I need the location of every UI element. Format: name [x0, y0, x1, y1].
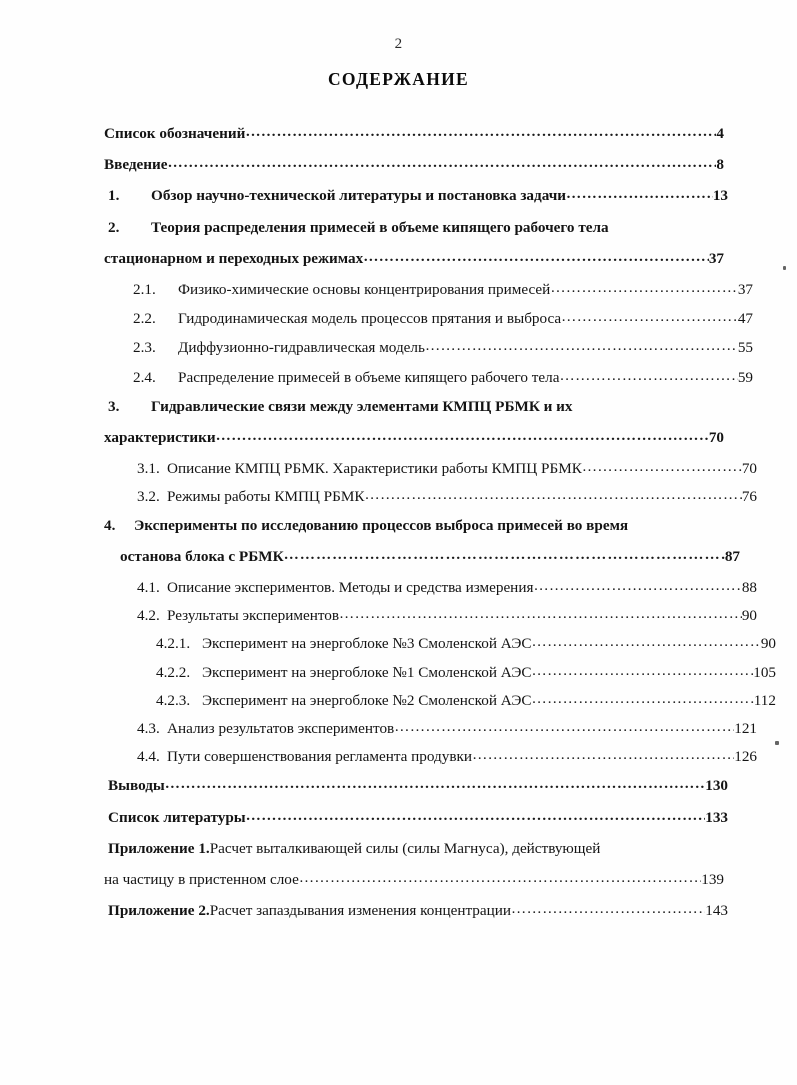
toc-page: 105: [753, 663, 776, 681]
table-of-contents: [104, 125, 776, 934]
toc-number: 2.: [108, 218, 120, 236]
toc-number: 3.1.: [137, 460, 160, 478]
toc-number: 4.: [104, 516, 116, 534]
toc-label: Эксперимент на энергоблоке №2 Смоленской АЭС: [202, 691, 532, 709]
toc-number: 4.3.: [137, 720, 160, 738]
dot-leader: [582, 459, 742, 474]
toc-page: 8: [716, 156, 724, 174]
toc-label: Теория распределения примесей в объеме кипящего рабочего тела: [151, 218, 609, 236]
toc-entry[interactable]: [104, 157, 724, 172]
toc-label-rest: Расчет запаздывания изменения концентрации: [209, 902, 512, 920]
dot-leader: [511, 901, 705, 916]
toc-page: 90: [741, 607, 757, 625]
toc-entry-continuation: [104, 872, 724, 887]
toc-label: Список обозначений: [104, 125, 246, 142]
dot-leader: [394, 719, 734, 734]
dot-leader: [550, 280, 738, 295]
toc-entry-continuation: [104, 547, 740, 565]
dot-leader: [245, 124, 716, 139]
toc-number: 4.1.: [137, 579, 160, 597]
dot-leader: [284, 547, 725, 562]
dot-leader: [363, 249, 709, 264]
toc-label: Введение: [104, 156, 168, 174]
dot-leader: [165, 776, 705, 791]
toc-page: 130: [705, 777, 728, 795]
toc-page: 4: [716, 125, 724, 142]
toc-number: 2.4.: [133, 368, 156, 386]
dot-leader: [532, 691, 754, 706]
toc-label: Гидравлические связи между элементами КМПЦ РБМК и их: [151, 397, 573, 415]
page-number: 2: [394, 36, 403, 52]
scan-speckle-icon: [775, 741, 779, 745]
toc-entry[interactable]: [104, 460, 757, 478]
toc-label: Анализ результатов экспериментов: [167, 720, 395, 738]
toc-entry[interactable]: [104, 518, 724, 533]
toc-page: 76: [741, 488, 757, 506]
toc-page: 70: [741, 460, 757, 478]
dot-leader: [339, 606, 742, 621]
toc-label: Результаты экспериментов: [167, 607, 340, 625]
dot-leader: [566, 186, 713, 201]
dot-leader: [246, 808, 706, 823]
toc-page: 133: [705, 808, 728, 826]
toc-entry[interactable]: [104, 220, 724, 235]
toc-page: 112: [753, 691, 776, 709]
toc-entry[interactable]: [104, 310, 753, 328]
toc-label-continued: останова блока с РБМК: [120, 547, 284, 565]
toc-entry-continuation: [104, 251, 724, 266]
toc-entry[interactable]: [104, 748, 757, 766]
toc-label: Описание КМПЦ РБМК. Характеристики работы КМПЦ РБМК: [167, 460, 582, 478]
toc-page: 70: [708, 429, 724, 447]
toc-page: 143: [705, 902, 728, 920]
toc-label: Приложение 1.: [108, 839, 210, 857]
dot-leader: [216, 428, 709, 443]
toc-page: 47: [737, 310, 753, 328]
toc-label: Пути совершенствования регламента продувки: [167, 748, 473, 766]
toc-entry[interactable]: [104, 635, 776, 653]
toc-label: Описание экспериментов. Методы и средства измерения: [167, 579, 534, 597]
toc-label: Эксперимент на энергоблоке №1 Смоленской АЭС: [202, 663, 532, 681]
toc-number: 4.2.2.: [156, 663, 191, 681]
toc-number: 3.2.: [137, 488, 160, 506]
toc-entry[interactable]: [104, 281, 753, 299]
toc-page: 37: [737, 281, 753, 299]
toc-number: 4.2.: [137, 607, 160, 625]
dot-leader: [425, 338, 738, 353]
toc-label-continued: характеристики: [104, 429, 216, 447]
toc-label: Эксперимент на энергоблоке №3 Смоленской АЭС: [202, 635, 532, 653]
toc-label-rest: Расчет выталкивающей силы (силы Магнуса), действующей: [209, 839, 601, 857]
toc-label: Эксперименты по исследованию процессов выброса примесей во время: [134, 516, 629, 534]
page-title: СОДЕРЖАНИЕ: [327, 69, 469, 89]
toc-page: 88: [741, 579, 757, 597]
toc-entry[interactable]: [104, 187, 728, 205]
toc-page: 126: [734, 748, 757, 766]
toc-entry[interactable]: [104, 126, 724, 141]
dot-leader: [559, 368, 737, 383]
toc-label: Приложение 2.: [108, 902, 210, 920]
toc-entry[interactable]: [104, 777, 728, 795]
toc-number: 2.2.: [133, 310, 156, 328]
toc-entry[interactable]: [104, 663, 776, 681]
scan-speckle-icon: [783, 266, 786, 270]
toc-entry[interactable]: [104, 808, 728, 826]
toc-number: 2.3.: [133, 339, 156, 357]
toc-label: Выводы: [108, 777, 165, 795]
toc-number: 3.: [108, 397, 120, 415]
toc-page: 90: [760, 635, 776, 653]
toc-label: Гидродинамическая модель процессов прятания и выброса: [178, 310, 562, 328]
dot-leader: [532, 634, 761, 649]
toc-number: 4.2.1.: [156, 635, 191, 653]
dot-leader: [299, 870, 701, 885]
dot-leader: [533, 578, 741, 593]
toc-page: 37: [708, 249, 724, 267]
dot-leader: [168, 155, 717, 170]
toc-label-continued: на частицу в пристенном слое: [104, 871, 299, 889]
toc-number: 2.1.: [133, 281, 156, 299]
toc-label-continued: стационарном и переходных режимах: [104, 249, 364, 267]
toc-page: 59: [737, 368, 753, 386]
toc-entry[interactable]: [104, 488, 757, 506]
toc-page: 87: [724, 547, 740, 565]
toc-label: Обзор научно-технической литературы и постановка задачи: [151, 187, 567, 205]
toc-entry[interactable]: [104, 902, 728, 920]
toc-label: Диффузионно-гидравлическая модель: [178, 339, 425, 357]
toc-page: 139: [701, 871, 724, 889]
toc-page: 55: [737, 339, 753, 357]
toc-number: 4.4.: [137, 748, 160, 766]
toc-entry[interactable]: [104, 691, 776, 709]
toc-entry[interactable]: [104, 607, 757, 625]
toc-number: 1.: [108, 187, 120, 205]
toc-label: Список литературы: [108, 808, 246, 826]
dot-leader: [472, 747, 734, 762]
toc-entry-continuation: [104, 430, 724, 445]
toc-entry[interactable]: [104, 579, 757, 597]
dot-leader: [561, 309, 738, 324]
dot-leader: [532, 663, 754, 678]
toc-page: 121: [734, 720, 757, 738]
toc-label: Режимы работы КМПЦ РБМК: [167, 488, 365, 506]
toc-entry[interactable]: [104, 368, 753, 386]
toc-entry[interactable]: [104, 399, 724, 414]
toc-number: 4.2.3.: [156, 691, 191, 709]
toc-label: Физико-химические основы концентрирования примесей: [178, 281, 551, 299]
dot-leader: [364, 487, 741, 502]
toc-entry[interactable]: [104, 339, 753, 357]
toc-entry[interactable]: [104, 841, 724, 856]
toc-page: 13: [712, 187, 728, 205]
toc-entry[interactable]: [104, 720, 757, 738]
toc-label: Распределение примесей в объеме кипящего рабочего тела: [178, 368, 560, 386]
